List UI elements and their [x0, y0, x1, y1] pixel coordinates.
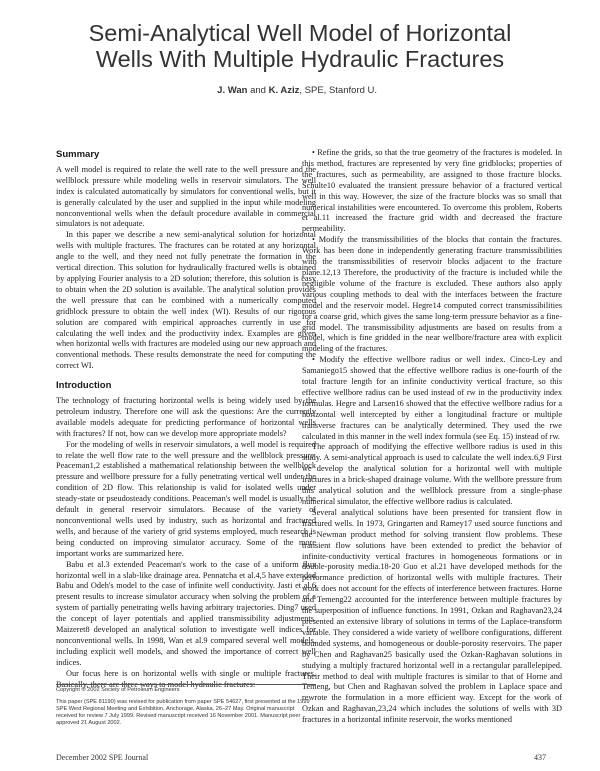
intro-paragraph-1: The technology of fracturing horizontal wells is being widely used by the petroleum industry. Therefore one will ask the questions: Are the currently available models adequate for predicting performance of horizontal wells with fractures? If not, how can we develop more appropriate models? — [56, 396, 316, 438]
bullet-modify-transmissibilities: • Modify the transmissibilities of the blocks that contain the fractures. Work has been done in independently generating fracture transmissibilities with the transmissibilities of reservoir blocks adjacent to the fracture plane.12,13 Therefore, the productivity of the fracture is included while the negligible volume of the fracture is excluded. These authors also apply various coupling methods to deal with the interfaces between the fracture model and the reservoir model. Hegre14 computed correct transmissibilities for a coarse grid, which gives the same long-term pressure behavior as a fine-grid model. The transmissibility adjustments are based on results from a model, which is fine gridded in the near wellbore/fracture area with explicit modeling of the fractures. — [302, 235, 562, 354]
intro-paragraph-4: Our focus here is on horizontal wells with single or multiple fractures. Basically, there are three ways to model hydraulic fractures: — [56, 668, 316, 689]
right-column — [302, 148, 562, 726]
footnote-block — [56, 684, 316, 727]
publication-history: This paper (SPE 81190) was revised for publication from paper SPE 54627, first presented at the 1999 SPE West Regional Meeting and Exhibition, Anchorage, Alaska, 26–27 May. Original manuscript received for review 7 July 1999. Revised manuscript received 16 November 2001. Manuscript peer approved 21 August 2002. — [56, 699, 310, 726]
right-paragraph-2: Several analytical solutions have been presented for transient flow in fractured wells. In 1973, Gringarten and Ramey17 used source functions and the Newman product method for solving transient flow problems. These transient flow solutions have been extended to predict the behavior of infinite-conductivity vertical fractures in homogeneous formations or in double-porosity media.18-20 Guo et al.21 have developed methods for the performance prediction of horizontal wells with multiple fractures. Their work does not account for the effects of interference between fractures. Horne and Temeng22 accounted for the interference between multiple fractures by the superposition of influence functions. In 1991, Ozkan and Raghavan23,24 presented an extensive library of solutions in terms of the Laplace-transform variable. They considered a wide variety of wellbore configurations, different bounded systems, and homogeneous or double-porosity reservoirs. The paper by Chen and Raghavan25 basically used the Ozkan-Raghavan solutions in studying a multiply fractured horizontal well in a rectangular parallelepiped. Their method to deal with multiple fractures is similar to that of Horne and Temeng, but Chen and Raghavan solved the problem in Laplace space and rewrote the formulation in a more efficient way. Except for the work of Ozkan and Raghavan,23,24 which includes the solutions of wells with 3D fractures in a horizontal infinite reservoir, the works mentioned — [302, 507, 562, 725]
page-number: 437 — [534, 753, 546, 762]
paper-title — [0, 20, 600, 72]
bullet-modify-wellbore-radius: • Modify the effective wellbore radius or well index. Cinco-Ley and Samaniego15 showed that the effective wellbore radius is one-fourth of the total fracture length for an infinite conductivity vertical fracture, so this effective wellbore radius can be used instead of rw in the productivity index formulas. Hegre and Larsen16 showed that the effective wellbore radius for a horizontal well intercepted by either a longitudinal fracture or multiple transverse fractures can be analytically determined. They used the rwe calculated in this manner in the well index formula (see Eq. 15) instead of rw. — [302, 355, 562, 441]
title-line-2: Wells With Multiple Hydraulic Fractures — [95, 46, 505, 72]
introduction-heading: Introduction — [56, 380, 112, 392]
author-aziz: K. Aziz — [268, 85, 300, 96]
intro-paragraph-3: Babu et al.3 extended Peaceman's work to the case of a uniform flux horizontal well in a slab-like drainage area. Pennatcha et al.4,5 have extended Babu and Odeh's model to the case of infinite well conductivity. Jasti et al.6 present results to increase simulator accuracy when solving the problem of a system of partially penetrating wells having arbitrary trajectories. Ding7 used the concept of layer potentials and applied transmissibility adjustments. Maizeret8 developed an analytical solution to investigate well indices for nonconventional wells. In 1998, Wan et al.9 compared several well models, including explicit well models, and showed the importance of correct well indices. — [56, 559, 316, 667]
journal-issue: December 2002 SPE Journal — [56, 753, 149, 762]
author-and: and — [247, 85, 269, 96]
author-wan: J. Wan — [217, 85, 248, 96]
footnote-rule — [56, 684, 316, 685]
right-paragraph-1: The approach of modifying the effective wellbore radius is used in this study. A semi-analytical approach is used to calculate the well index.6,9 First we develop the analytical solution for a horizontal well with multiple fractures in a brick-shaped drainage volume. With the wellbore pressure from this analytical solution and the wellblock pressure from a single-phase numerical simulator, the effective wellbore radius is calculated. — [302, 442, 562, 506]
summary-heading: Summary — [56, 149, 100, 160]
author-affiliation: , SPE, Stanford U. — [299, 85, 377, 96]
intro-paragraph-2: For the modeling of wells in reservoir simulators, a well model is required to relate the well flow rate to the well pressure and the wellblock pressure. Peaceman1,2 established a mathematical relationship between the wellblock pressure and wellbore pressure for a fully penetrating vertical well under the condition of 2D flow. This relationship is valid for isolated wells under steady-state or pseudosteady conditions. Peaceman's well model is usually the default in general reservoir simulators. Because of the variety of nonconventional wells used by industry, such as horizontal and fractured wells, and because of the variety of grid systems employed, much research is being conducted on improving simulator accuracy. Some of the more important works are summarized here. — [56, 439, 316, 558]
left-column — [56, 150, 316, 691]
summary-paragraph-1: A well model is required to relate the well rate to the well pressure and the wellblock pressure while modeling wells in reservoir simulators. The well index is calculated automatically by simulators for conventional wells, but it is generally calculated by the user and supplied in the input while modeling nonconventional wells when the default procedure available in commercial simulators is not adequate. — [56, 164, 316, 229]
bullet-refine-grids: • Refine the grids, so that the true geometry of the fractures is modeled. In this method, fractures are represented by very fine gridblocks; properties of the fractures, such as permeability, are assigned to those fracture blocks. Schulte10 evaluated the transient pressure behavior of a fractured vertical well in this way. However, the size of the fracture blocks was so small that numerical instabilities were encountered. To overcome this problem, Roberts et al.11 increased the fracture grid width and decreased the fracture permeability. — [302, 148, 562, 234]
summary-paragraph-2: In this paper we describe a new semi-analytical solution for horizontal wells with multiple fractures. The fractures can be rotated at any horizontal angle to the well, and they need not fully penetrate the formation in the vertical direction. This solution for hydraulically fractured wells is obtained by applying Fourier analysis to a 2D solution; therefore, this solution is easy to obtain when the 2D solution is available. The analytical solution provides the well pressure that can be combined with a numerically computed gridblock pressure to obtain the well index (WI). Results of our rigorous solution are compared with empirical approaches currently in use for calculating the well index and the productivity index. Examples are given when horizontal wells with fractures are modeled using our new approach and conventional methods. These results demonstrate the need for computing the correct WI. — [56, 230, 316, 371]
copyright-notice: Copyright © 2002 Society of Petroleum Engineers — [56, 687, 180, 693]
title-line-1: Semi-Analytical Well Model of Horizontal — [88, 20, 512, 46]
author-line — [217, 85, 377, 96]
